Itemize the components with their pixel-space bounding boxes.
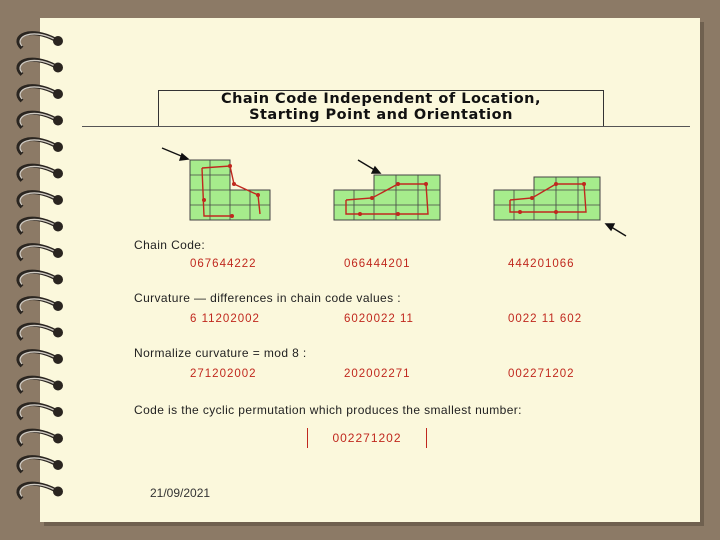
binding-hole bbox=[53, 116, 63, 126]
binding-hole bbox=[53, 434, 63, 444]
binding-hole bbox=[53, 487, 63, 497]
curvature-value-1: 6 11202002 bbox=[190, 313, 260, 325]
normalize-value-3: 002271202 bbox=[508, 368, 575, 380]
cyclic-label: Code is the cyclic permutation which produces the smallest number: bbox=[134, 403, 522, 417]
binding-hole bbox=[53, 328, 63, 338]
binding-hole bbox=[53, 407, 63, 417]
chain-code-figures bbox=[150, 140, 640, 240]
title-line-1: Chain Code Independent of Location, bbox=[220, 91, 542, 107]
chain-code-value-1: 067644222 bbox=[190, 258, 257, 270]
curvature-value-3: 0022 11 602 bbox=[508, 313, 583, 325]
arrow-icon bbox=[358, 160, 380, 173]
curvature-value-2: 6020022 11 bbox=[344, 313, 414, 325]
binding-hole bbox=[53, 222, 63, 232]
binding-hole bbox=[53, 142, 63, 152]
arrow-icon bbox=[162, 148, 188, 160]
binding-hole bbox=[53, 275, 63, 285]
title-rule bbox=[82, 126, 690, 127]
arrow-icon bbox=[606, 224, 626, 236]
shape-grid-1 bbox=[190, 160, 270, 220]
normalize-value-1: 271202002 bbox=[190, 368, 257, 380]
binding-hole bbox=[53, 169, 63, 179]
title-line-2: Starting Point and Orientation bbox=[249, 107, 513, 123]
binding-hole bbox=[53, 354, 63, 364]
normalize-label: Normalize curvature = mod 8 : bbox=[134, 346, 307, 360]
binding-hole bbox=[53, 248, 63, 258]
slide-date: 21/09/2021 bbox=[150, 486, 211, 500]
binding-hole bbox=[53, 460, 63, 470]
binding-hole bbox=[53, 195, 63, 205]
chain-code-value-2: 066444201 bbox=[344, 258, 411, 270]
title-box bbox=[158, 90, 604, 127]
binding-hole bbox=[53, 89, 63, 99]
shape-grid-2 bbox=[334, 175, 440, 220]
chain-code-value-3: 444201066 bbox=[508, 258, 575, 270]
normalize-value-2: 202002271 bbox=[344, 368, 411, 380]
curvature-label: Curvature — differences in chain code values : bbox=[134, 291, 401, 305]
answer-box bbox=[307, 428, 427, 448]
spiral-binding bbox=[0, 0, 80, 540]
binding-hole bbox=[53, 381, 63, 391]
answer-value: 002271202 bbox=[332, 431, 402, 445]
shape-grid-3 bbox=[494, 177, 600, 220]
binding-hole bbox=[53, 301, 63, 311]
chain-code-label: Chain Code: bbox=[134, 238, 206, 252]
binding-hole bbox=[53, 63, 63, 73]
binding-hole bbox=[53, 36, 63, 46]
